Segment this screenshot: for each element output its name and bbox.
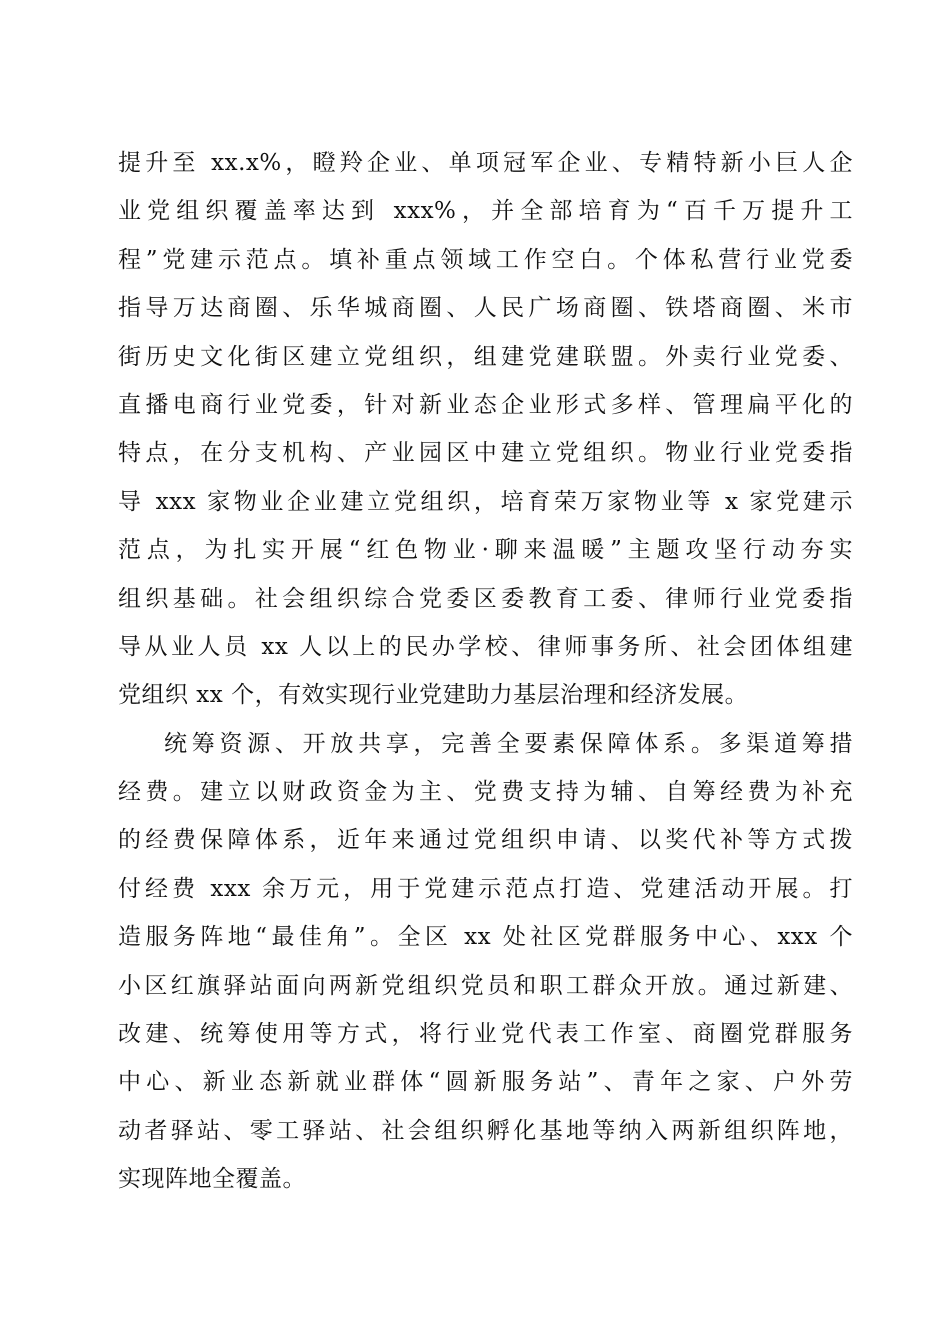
text-line: 业党组织覆盖率达到 xxx%，并全部培育为“百千万提升工 [118,198,853,225]
text-line: 付经费 xxx 余万元，用于党建示范点打造、党建活动开展。打 [118,875,853,902]
text-line: 组织基础。社会组织综合党委区委教育工委、律师行业党委指 [118,585,853,612]
text-line: 改建、统筹使用等方式，将行业党代表工作室、商圈党群服务 [118,1021,853,1048]
text-line: 导从业人员 xx 人以上的民办学校、律师事务所、社会团体组建 [118,633,853,660]
text-line: 特点，在分支机构、产业园区中建立党组织。物业行业党委指 [118,440,853,467]
text-line: 街历史文化街区建立党组织，组建党建联盟。外卖行业党委、 [118,343,853,370]
text-line: 实现阵地全覆盖。 [118,1166,306,1193]
text-line: 中心、新业态新就业群体“圆新服务站”、青年之家、户外劳 [118,1069,853,1096]
text-line: 的经费保障体系，近年来通过党组织申请、以奖代补等方式拨 [118,827,853,854]
text-line: 提升至 xx.x%，瞪羚企业、单项冠军企业、专精特新小巨人企 [118,150,853,176]
text-line: 动者驿站、零工驿站、社会组织孵化基地等纳入两新组织阵地， [118,1117,853,1144]
paragraph-2 [118,720,853,1204]
paragraph-1 [118,139,853,720]
document-body [118,139,853,1204]
text-line: 直播电商行业党委，针对新业态企业形式多样、管理扁平化的 [118,391,853,418]
text-line: 党组织 xx 个，有效实现行业党建助力基层治理和经济发展。 [118,682,749,709]
text-line: 小区红旗驿站面向两新党组织党员和职工群众开放。通过新建、 [118,972,853,999]
text-line: 经费。建立以财政资金为主、党费支持为辅、自筹经费为补充 [118,779,853,806]
text-line: 统筹资源、开放共享，完善全要素保障体系。多渠道筹措 [164,730,853,757]
text-line: 范点，为扎实开展“红色物业·聊来温暖”主题攻坚行动夯实 [118,537,853,564]
text-line: 导 xxx 家物业企业建立党组织，培育荣万家物业等 x 家党建示 [118,488,853,515]
text-line: 造服务阵地“最佳角”。全区 xx 处社区党群服务中心、xxx 个 [118,924,853,951]
text-line: 程”党建示范点。填补重点领域工作空白。个体私营行业党委 [118,246,853,273]
text-line: 指导万达商圈、乐华城商圈、人民广场商圈、铁塔商圈、米市 [118,295,853,322]
